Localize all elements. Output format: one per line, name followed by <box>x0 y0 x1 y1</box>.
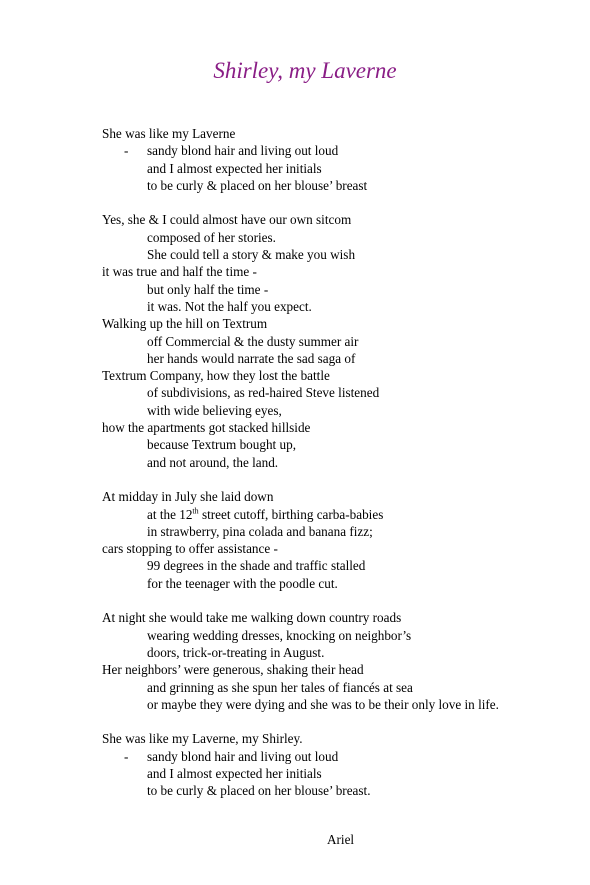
stanza-break <box>102 471 572 488</box>
poem-line <box>102 229 572 246</box>
poem-line <box>102 298 572 315</box>
poem-line-text: Yes, she & I could almost have our own sitcom <box>102 212 352 228</box>
poem-line <box>102 661 572 678</box>
poem-line-text: how the apartments got stacked hillside <box>102 420 311 436</box>
poem-line-text: to be curly & placed on her blouse’ breast <box>147 177 368 193</box>
poem-line <box>102 730 572 747</box>
poem-signature: Ariel <box>327 832 355 847</box>
poem-line-text: 99 degrees in the shade and traffic stalled <box>147 558 366 574</box>
poem-line <box>102 436 572 453</box>
poem-line-text: or maybe they were dying and she was to be their only love in life. <box>147 696 499 712</box>
poem-line <box>102 557 572 574</box>
poem-line-text: Her neighbors’ were generous, shaking their head <box>102 662 364 678</box>
poem-line-text: wearing wedding dresses, knocking on neighbor’s <box>147 627 412 643</box>
poem-line <box>102 540 572 557</box>
poem-line-text: At night she would take me walking down country roads <box>102 610 402 626</box>
poem-line <box>102 523 572 540</box>
poem-line-text: and I almost expected her initials <box>147 160 322 176</box>
poem-line <box>102 488 572 505</box>
ordinal-superscript: th <box>192 506 199 516</box>
poem-line <box>102 160 572 177</box>
poem-line-text: to be curly & placed on her blouse’ breast. <box>147 783 371 799</box>
poem-line <box>102 281 572 298</box>
poem-line-text: cars stopping to offer assistance - <box>102 541 278 557</box>
line-dash: - <box>124 143 129 159</box>
poem-title: Shirley, my Laverne <box>213 58 397 83</box>
poem-line-text: composed of her stories. <box>147 229 276 245</box>
poem-line-text: in strawberry, pina colada and banana fizz; <box>147 523 373 539</box>
poem-line-text: and not around, the land. <box>147 454 279 470</box>
poem-line-text: with wide believing eyes, <box>147 402 282 418</box>
poem-line <box>102 125 572 142</box>
poem-line <box>102 644 572 661</box>
poem-line-text: because Textrum bought up, <box>147 437 296 453</box>
poem-line <box>102 246 572 263</box>
poem-line <box>102 177 572 194</box>
poem-line <box>102 367 572 384</box>
poem-line-text: her hands would narrate the sad saga of <box>147 350 356 366</box>
line-dash: - <box>124 748 129 764</box>
poem-line <box>102 679 572 696</box>
poem-line <box>102 211 572 228</box>
poem-line-text: at the 12 <box>147 506 193 522</box>
poem-line-text-continued: street cutoff, birthing carba-babies <box>198 506 384 522</box>
poem-line-text: for the teenager with the poodle cut. <box>147 575 338 591</box>
poem-line <box>102 402 572 419</box>
poem-line <box>102 748 572 765</box>
poem-line-text: it was true and half the time - <box>102 264 257 280</box>
poem-line-text: She was like my Laverne <box>102 126 236 141</box>
poem-line <box>102 350 572 367</box>
poem-line <box>102 782 572 799</box>
poem-line-text: and I almost expected her initials <box>147 765 322 781</box>
poem-line-text: but only half the time - <box>147 281 269 297</box>
poem-line-text: She was like my Laverne, my Shirley. <box>102 731 303 747</box>
stanza-break <box>102 194 572 211</box>
poem-line-text: and grinning as she spun her tales of fiancés at sea <box>147 679 413 695</box>
poem-line-text: She could tell a story & make you wish <box>147 247 356 263</box>
poem-line <box>102 333 572 350</box>
poem-line-text: it was. Not the half you expect. <box>147 298 312 314</box>
poem-body <box>102 125 572 800</box>
poem-line-text: doors, trick-or-treating in August. <box>147 644 325 660</box>
poem-line <box>102 384 572 401</box>
stanza-break <box>102 592 572 609</box>
poem-line-text: sandy blond hair and living out loud <box>147 748 339 764</box>
poem-line <box>102 419 572 436</box>
poem-line-text: sandy blond hair and living out loud <box>147 143 339 159</box>
poem-line <box>102 142 572 159</box>
poem-line <box>102 609 572 626</box>
poem-line-text: Walking up the hill on Textrum <box>102 316 268 332</box>
poem-line-text: At midday in July she laid down <box>102 489 274 505</box>
poem-line-text: of subdivisions, as red-haired Steve listened <box>147 385 380 401</box>
poem-line <box>102 627 572 644</box>
poem-line <box>102 263 572 280</box>
poem-line <box>102 454 572 471</box>
poem-line <box>102 315 572 332</box>
poem-line <box>102 696 572 713</box>
poem-line <box>102 575 572 592</box>
stanza-break <box>102 713 572 730</box>
poem-line-text: Textrum Company, how they lost the battle <box>102 368 330 384</box>
poem-line-text: off Commercial & the dusty summer air <box>147 333 359 349</box>
poem-line <box>102 765 572 782</box>
poem-line <box>102 506 572 523</box>
